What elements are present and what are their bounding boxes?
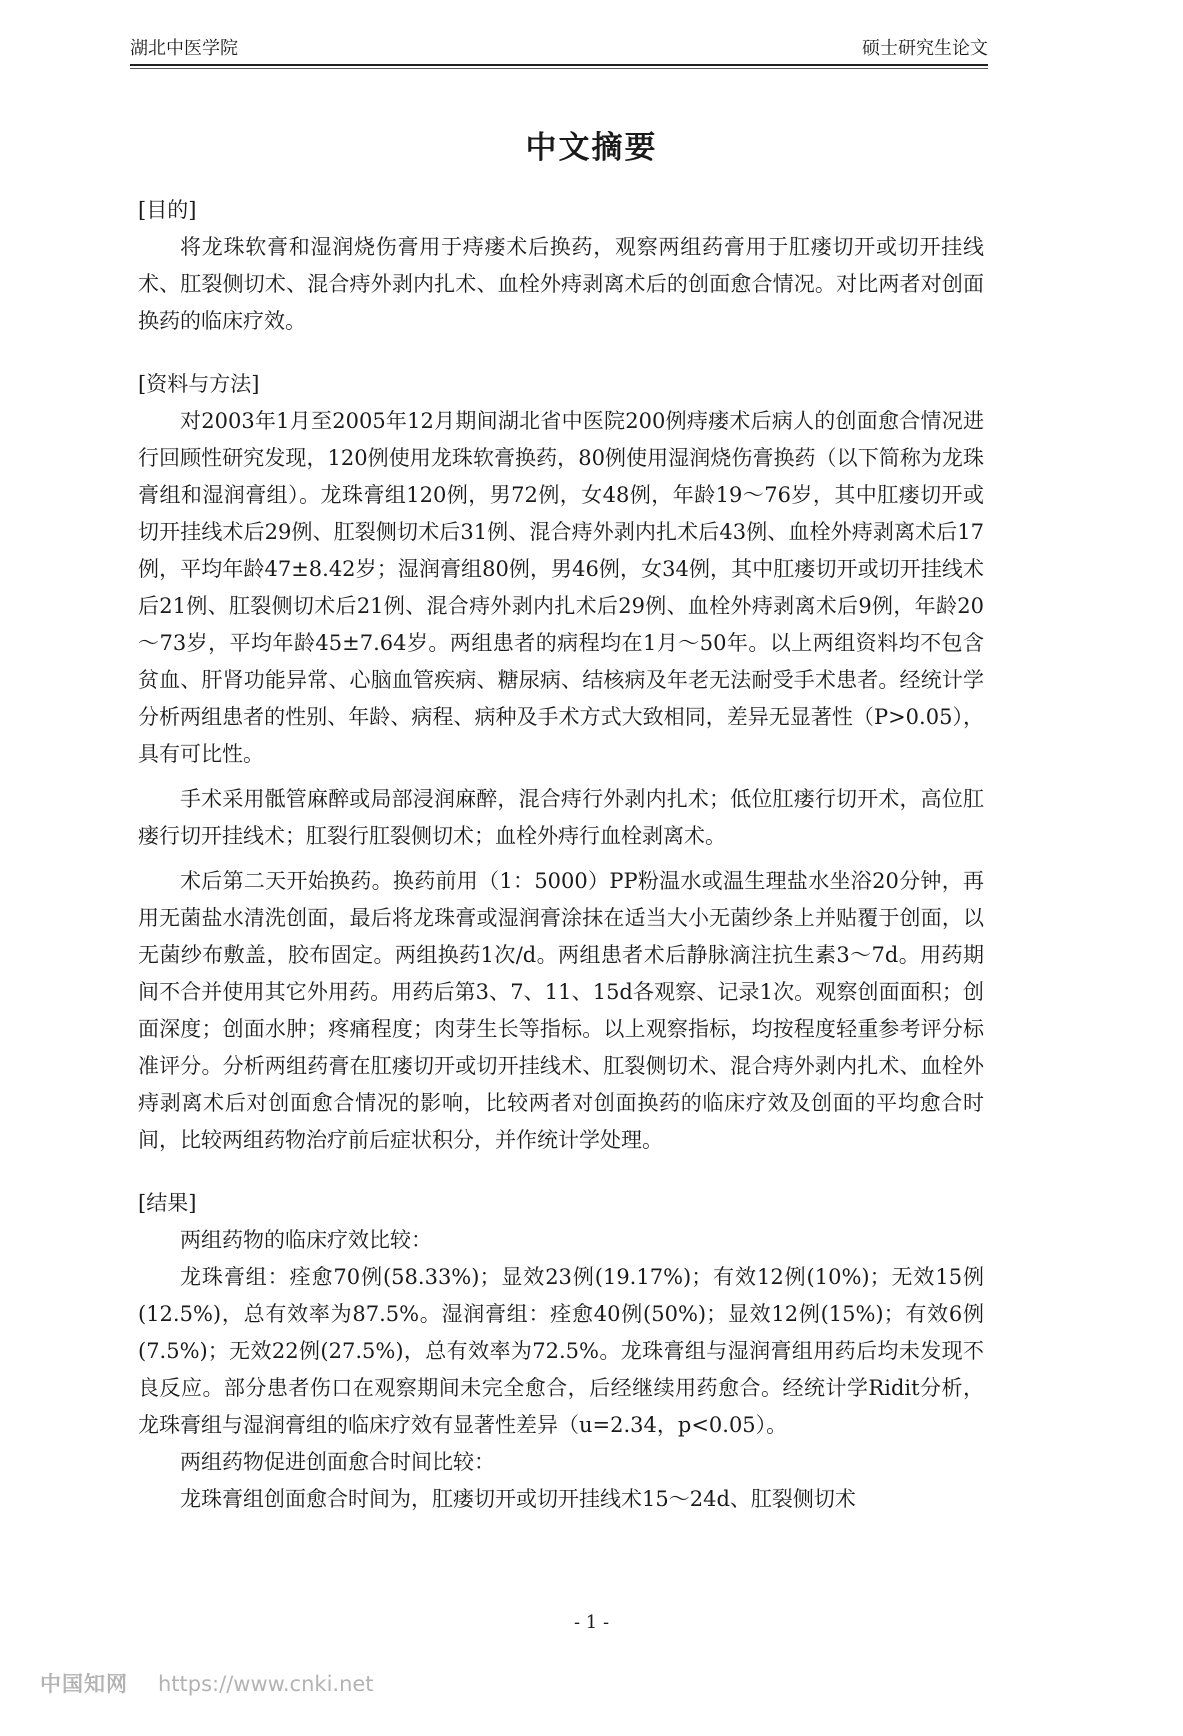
cnki-watermark [40,1668,374,1698]
header-rule [130,68,988,69]
page-title: 中文摘要 [525,130,658,166]
page-number: - 1 - [573,1612,610,1633]
objective-heading: [目的] [138,198,197,222]
results-heading: [结果] [138,1191,197,1215]
methods-paragraph-3: 术后第二天开始换药。换药前用（1：5000）PP粉温水或温生理盐水坐浴20分钟，再用无菌盐水清洗创面，最后将龙珠膏或湿润膏涂抹在适当大小无菌纱条上并贴覆于创面，以无菌纱布敷盖，胶布固定。两组换药1次/d。两组患者术后静脉滴注抗生素3～7d。用药期间不合并使用其它外用药。用药后第3、7、11、15d各观察、记录1次。观察创面面积；创面深度；创面水肿；疼痛程度；肉芽生长等指标。以上观察指标，均按程度轻重参考评分标准评分。分析两组药膏在肛瘘切开或切开挂线术、肛裂侧切术、混合痔外剥内扎术、血栓外痔剥离术后对创面愈合情况的影响，比较两者对创面换药的临床疗效及创面的平均愈合时间，比较两组药物治疗前后症状积分，并作统计学处理。 [138,869,984,1152]
running-header [130,30,988,66]
results-paragraph-2: 龙珠膏组创面愈合时间为，肛瘘切开或切开挂线术15～24d、肛裂侧切术 [180,1487,856,1511]
abstract-body [138,192,984,1518]
watermark-url: https://www.cnki.net [158,1672,374,1696]
methods-paragraph-2: 手术采用骶管麻醉或局部浸润麻醉，混合痔行外剥内扎术；低位肛瘘行切开术，高位肛瘘行切开挂线术；肛裂行肛裂侧切术；血栓外痔行血栓剥离术。 [138,787,984,848]
objective-paragraph: 将龙珠软膏和湿润烧伤膏用于痔瘘术后换药，观察两组药膏用于肛瘘切开或切开挂线术、肛裂侧切术、混合痔外剥内扎术、血栓外痔剥离术后的创面愈合情况。对比两者对创面换药的临床疗效。 [138,235,984,333]
results-subheading-healing-time: 两组药物促进创面愈合时间比较： [180,1450,495,1474]
results-paragraph-1: 龙珠膏组：痊愈70例(58.33%)；显效23例(19.17%)；有效12例(10%)；无效15例(12.5%)，总有效率为87.5%。湿润膏组：痊愈40例(50%)；显效12例(15%)；有效6例(7.5%)；无效22例(27.5%)，总有效率为72.5%。龙珠膏组与湿润膏组用药后均未发现不良反应。部分患者伤口在观察期间未完全愈合，后经继续用药愈合。经统计学Ridit分析，龙珠膏组与湿润膏组的临床疗效有显著性差异（u=2.34，p<0.05）。 [138,1265,984,1437]
header-institution: 湖北中医学院 [130,38,238,59]
header-thesis-type: 硕士研究生论文 [862,38,988,59]
watermark-brand: 中国知网 [40,1672,128,1696]
results-subheading-efficacy: 两组药物的临床疗效比较： [180,1228,432,1252]
methods-heading: [资料与方法] [138,372,260,396]
methods-paragraph-1: 对2003年1月至2005年12月期间湖北省中医院200例痔瘘术后病人的创面愈合情况进行回顾性研究发现，120例使用龙珠软膏换药，80例使用湿润烧伤膏换药（以下简称为龙珠膏组和湿润膏组）。龙珠膏组120例，男72例，女48例，年龄19～76岁，其中肛瘘切开或切开挂线术后29例、肛裂侧切术后31例、混合痔外剥内扎术后43例、血栓外痔剥离术后17例，平均年龄47±8.42岁；湿润膏组80例，男46例，女34例，其中肛瘘切开或切开挂线术后21例、肛裂侧切术后21例、混合痔外剥内扎术后29例、血栓外痔剥离术后9例，年龄20～73岁，平均年龄45±7.64岁。两组患者的病程均在1月～50年。以上两组资料均不包含贫血、肝肾功能异常、心脑血管疾病、糖尿病、结核病及年老无法耐受手术患者。经统计学分析两组患者的性别、年龄、病程、病种及手术方式大致相同，差异无显著性（P>0.05），具有可比性。 [138,409,984,766]
